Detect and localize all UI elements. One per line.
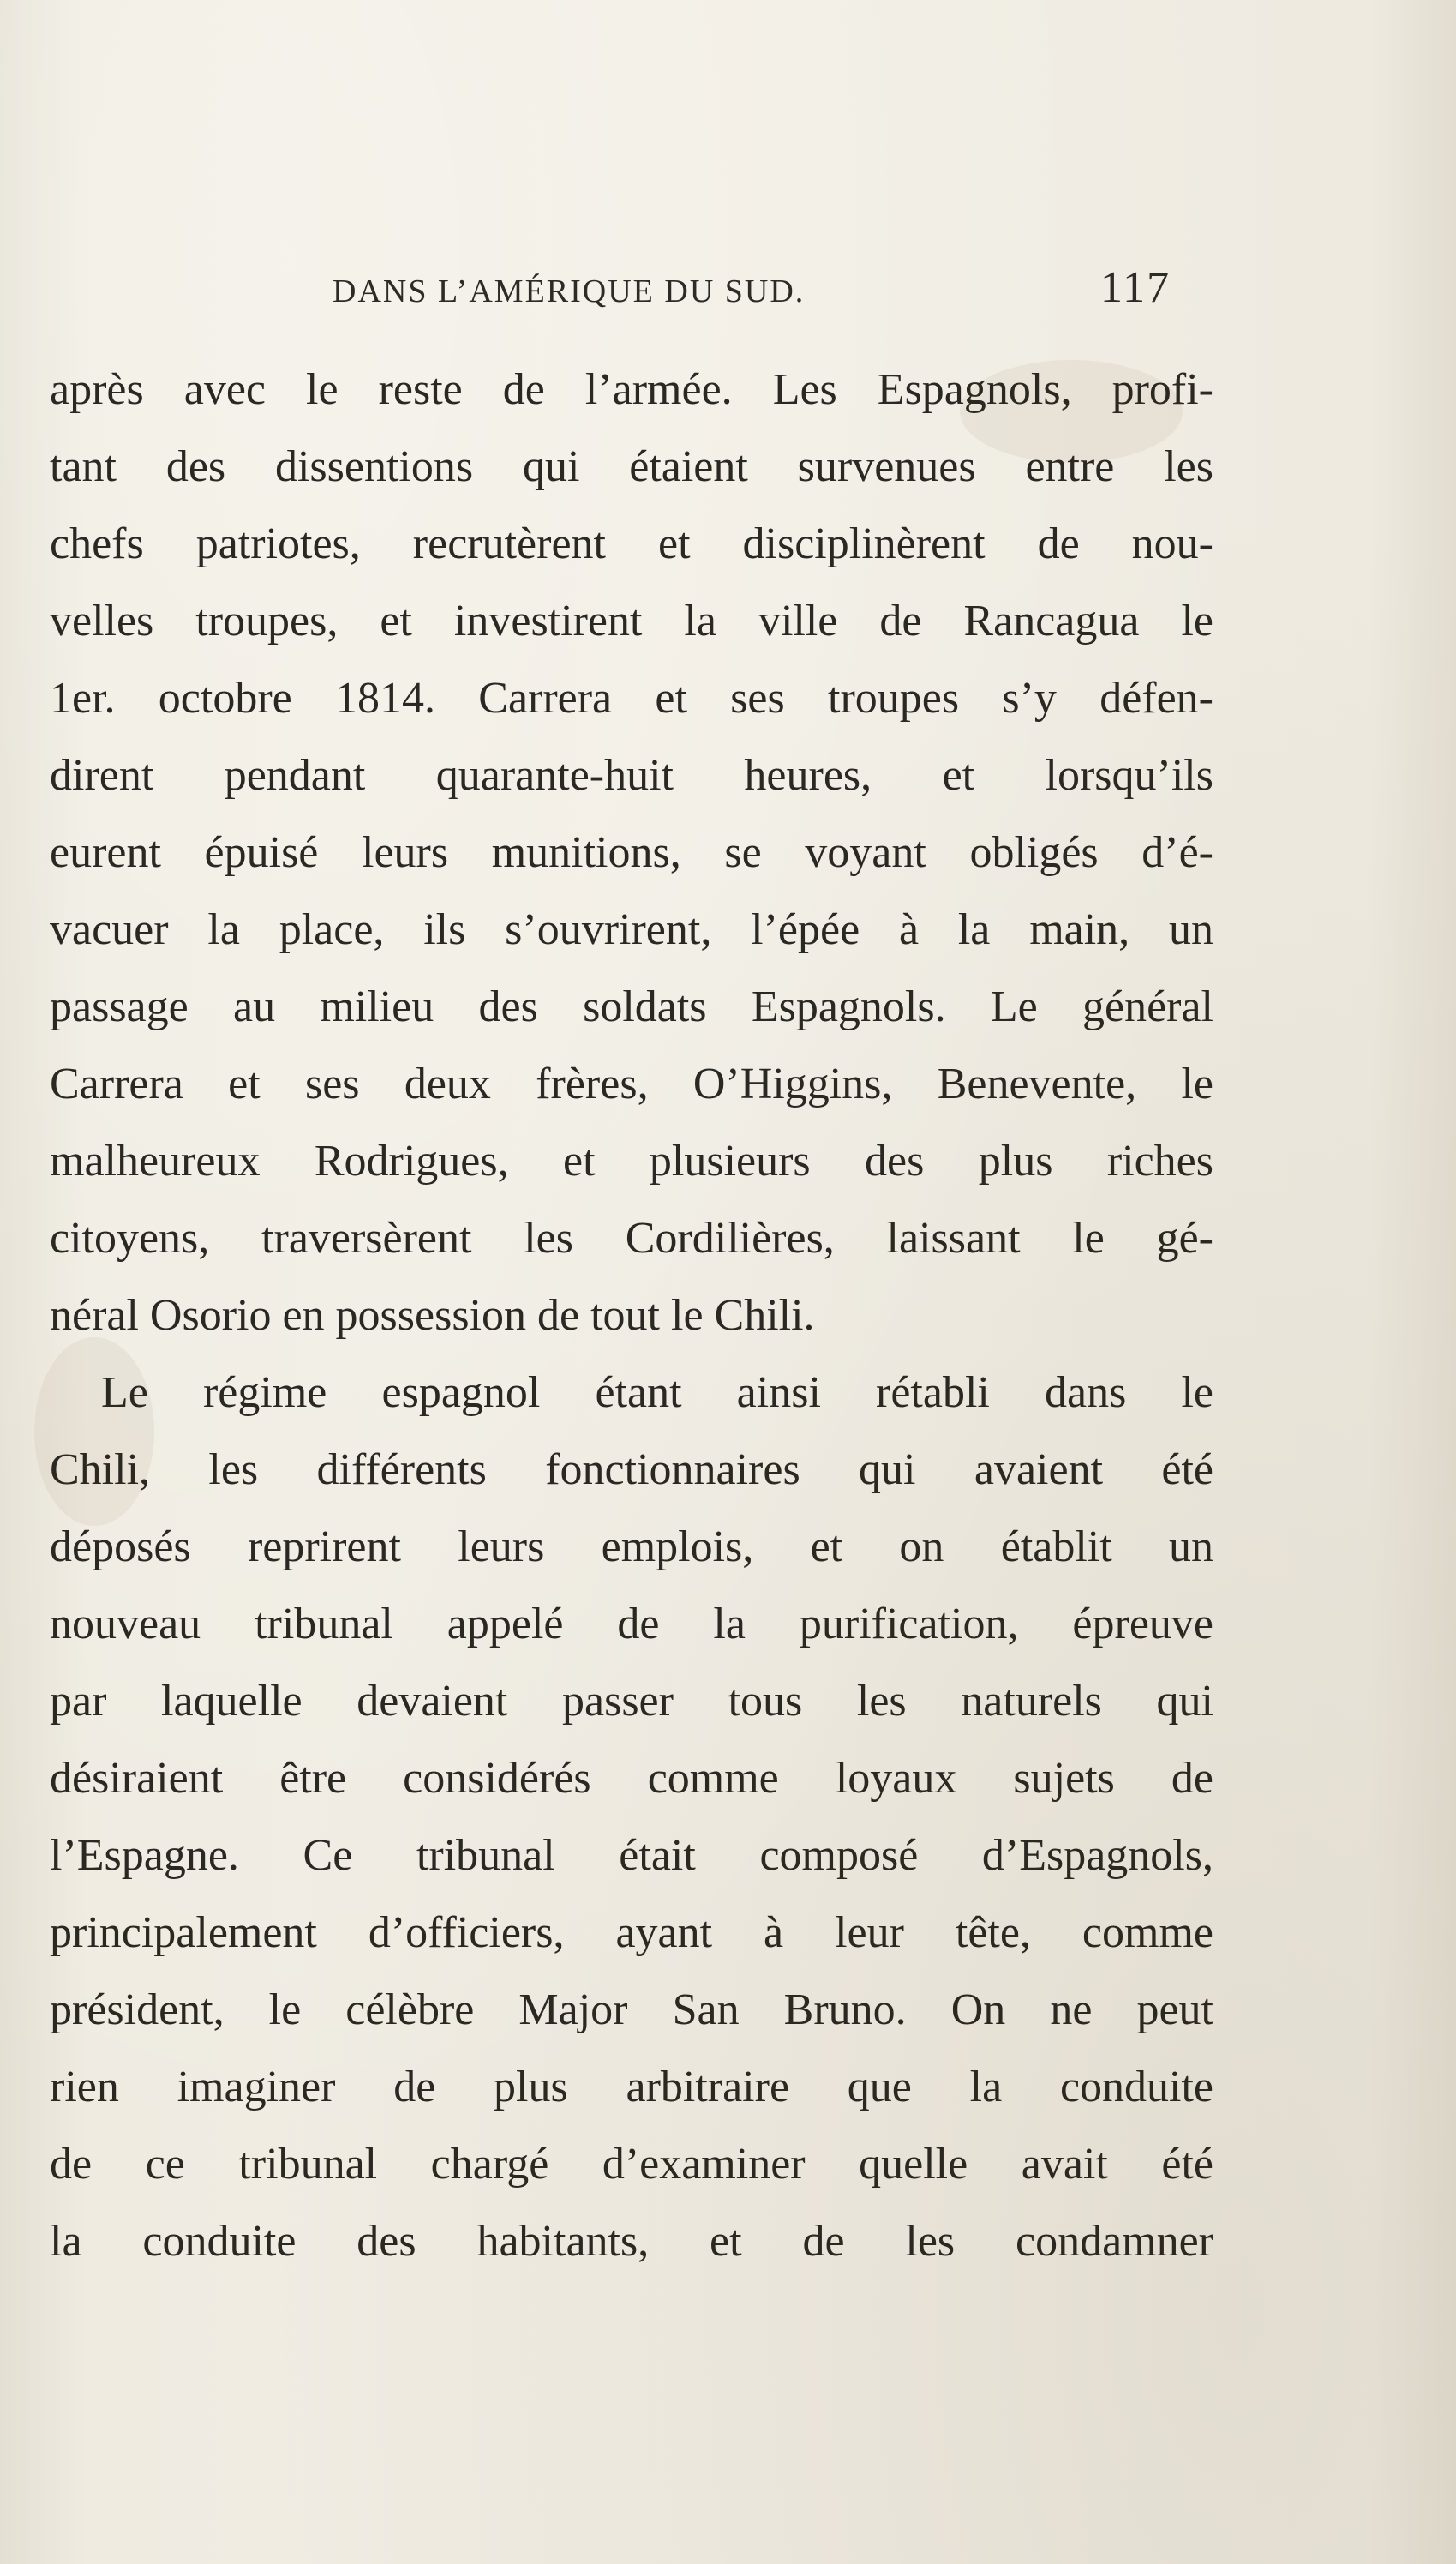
text-line: tant des dissentions qui étaient survenues entre les [50,442,1213,491]
text-line: chefs patriotes, recrutèrent et disciplinèrent de nou- [50,519,1213,568]
text-line: Carrera et ses deux frères, O’Higgins, Benevente, le [50,1060,1213,1108]
text-line: de ce tribunal chargé d’examiner quelle avait été [50,2140,1213,2189]
text-line: principalement d’officiers, ayant à leur tête, comme [50,1908,1213,1957]
text-line: malheureux Rodrigues, et plusieurs des plus riches [50,1137,1213,1186]
text-line: l’Espagne. Ce tribunal était composé d’Espagnols, [50,1831,1213,1880]
text-line: velles troupes, et investirent la ville de Rancagua le [50,597,1213,646]
text-line: après avec le reste de l’armée. Les Espagnols, profi- [50,365,1213,414]
running-head: DANS L’AMÉRIQUE DU SUD. [333,273,806,309]
text-line: déposés reprirent leurs emplois, et on établit un [50,1522,1213,1571]
text-line: la conduite des habitants, et de les condamner [50,2217,1213,2266]
text-line: désiraient être considérés comme loyaux sujets de [50,1754,1213,1803]
body-text [50,351,1213,2280]
text-line: dirent pendant quarante-huit heures, et lorsqu’ils [50,751,1213,800]
text-line: nouveau tribunal appelé de la purification, épreuve [50,1600,1213,1648]
text-line: président, le célèbre Major San Bruno. On ne peut [50,1985,1213,2034]
text-line: néral Osorio en possession de tout le Chili. [50,1291,815,1340]
text-line: passage au milieu des soldats Espagnols. Le général [50,982,1213,1031]
text-line: par laquelle devaient passer tous les naturels qui [50,1677,1213,1726]
text-line: 1er. octobre 1814. Carrera et ses troupes s’y défen- [50,674,1213,723]
text-line: vacuer la place, ils s’ouvrirent, l’épée à la main, un [50,905,1213,954]
page-number: 117 [1100,263,1171,312]
text-line: citoyens, traversèrent les Cordilières, laissant le gé- [50,1214,1213,1263]
text-line: Le régime espagnol étant ainsi rétabli dans le [101,1368,1213,1417]
text-line: Chili, les différents fonctionnaires qui avaient été [50,1445,1213,1494]
text-line: eurent épuisé leurs munitions, se voyant obligés d’é- [50,828,1213,877]
text-line: rien imaginer de plus arbitraire que la conduite [50,2063,1213,2111]
